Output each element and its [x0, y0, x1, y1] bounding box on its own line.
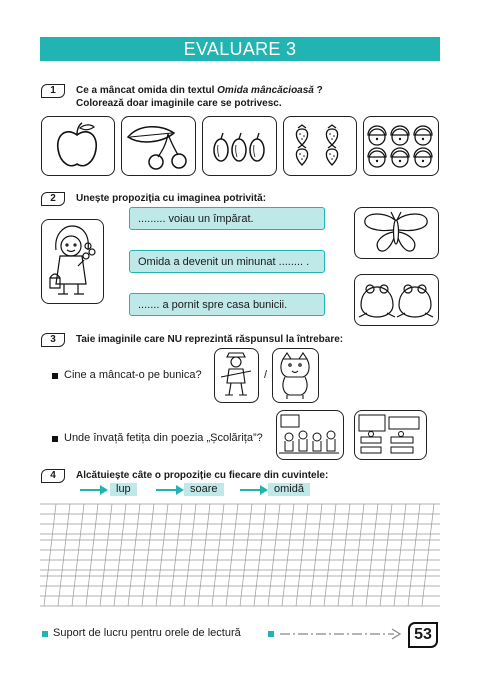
- writing-lines-area[interactable]: [40, 500, 440, 610]
- hunter-icon: [215, 349, 257, 401]
- apple-icon: [42, 117, 113, 174]
- question-3-text: Taie imaginile care NU reprezintă răspunsul la întrebare:: [76, 334, 344, 345]
- sentence-box-2[interactable]: Omida a devenit un minunat ........ .: [129, 250, 325, 273]
- plums-icon: [203, 117, 275, 174]
- arrow-icon: [80, 489, 100, 491]
- wolf-icon: [273, 349, 317, 401]
- sentence-box-1[interactable]: ......... voiau un împărat.: [129, 207, 325, 230]
- word-box-lup: lup: [110, 483, 137, 496]
- word-box-omida: omidă: [268, 483, 310, 496]
- leaf-cherries-icon: [122, 117, 194, 174]
- little-red-riding-hood-icon: [42, 220, 102, 302]
- question-4-text: Alcătuiește câte o propoziție cu fiecare din cuvintele:: [76, 470, 329, 481]
- watermelon-slices-icon: [364, 117, 437, 174]
- butterfly-icon: [355, 208, 437, 257]
- cherries-image-box[interactable]: [121, 116, 196, 176]
- arrow-head-icon: [176, 485, 184, 495]
- question-2-text: Unește propoziția cu imaginea potrivită:: [76, 193, 267, 204]
- classroom-icon: [277, 411, 342, 458]
- footer-square-icon: [42, 631, 48, 637]
- dash-dot-arrow-icon: [280, 628, 402, 640]
- watermelon-image-box[interactable]: [363, 116, 439, 176]
- hunter-image-box[interactable]: [214, 348, 259, 403]
- arrow-icon: [240, 489, 260, 491]
- question-1-instruction: Colorează doar imaginile care se potrivesc.: [76, 98, 282, 109]
- page-title: EVALUARE 3: [40, 37, 440, 61]
- bullet-icon: [52, 373, 58, 379]
- question-1-text: [76, 84, 323, 97]
- classroom-image-box[interactable]: [276, 410, 344, 460]
- riding-hood-image-box[interactable]: [41, 219, 104, 304]
- classroom-2-icon: [355, 411, 425, 458]
- q1-line1-prefix: Ce a mâncat omida din textul: [76, 85, 218, 96]
- question-number-1: 1: [41, 84, 65, 98]
- frogs-icon: [355, 275, 437, 324]
- question-number-2: 2: [41, 192, 65, 206]
- arrow-head-icon: [100, 485, 108, 495]
- question-number-4: 4: [41, 469, 65, 483]
- wolf-image-box[interactable]: [272, 348, 319, 403]
- apple-image-box[interactable]: [41, 116, 115, 176]
- arrow-head-icon: [260, 485, 268, 495]
- question-number-3: 3: [41, 333, 65, 347]
- classroom-2-image-box[interactable]: [354, 410, 427, 460]
- sentence-box-3[interactable]: ....... a pornit spre casa bunicii.: [129, 293, 325, 316]
- question-3-item-2: Unde învață fetița din poezia „Școlărița”?: [64, 432, 263, 444]
- q1-story-title: Omida mâncăcioasă: [217, 85, 314, 96]
- strawberries-icon: [284, 117, 355, 174]
- footer-text: Suport de lucru pentru orele de lectură: [53, 627, 241, 639]
- q1-line1-suffix: ?: [313, 85, 323, 96]
- image-separator: /: [264, 369, 268, 381]
- footer-square-icon: [268, 631, 274, 637]
- question-3-item-1: Cine a mâncat-o pe bunica?: [64, 369, 202, 381]
- strawberries-image-box[interactable]: [283, 116, 357, 176]
- plums-image-box[interactable]: [202, 116, 277, 176]
- word-box-soare: soare: [184, 483, 224, 496]
- page-number: 53: [408, 622, 438, 648]
- arrow-icon: [156, 489, 176, 491]
- butterfly-image-box[interactable]: [354, 207, 439, 259]
- bullet-icon: [52, 436, 58, 442]
- frogs-image-box[interactable]: [354, 274, 439, 326]
